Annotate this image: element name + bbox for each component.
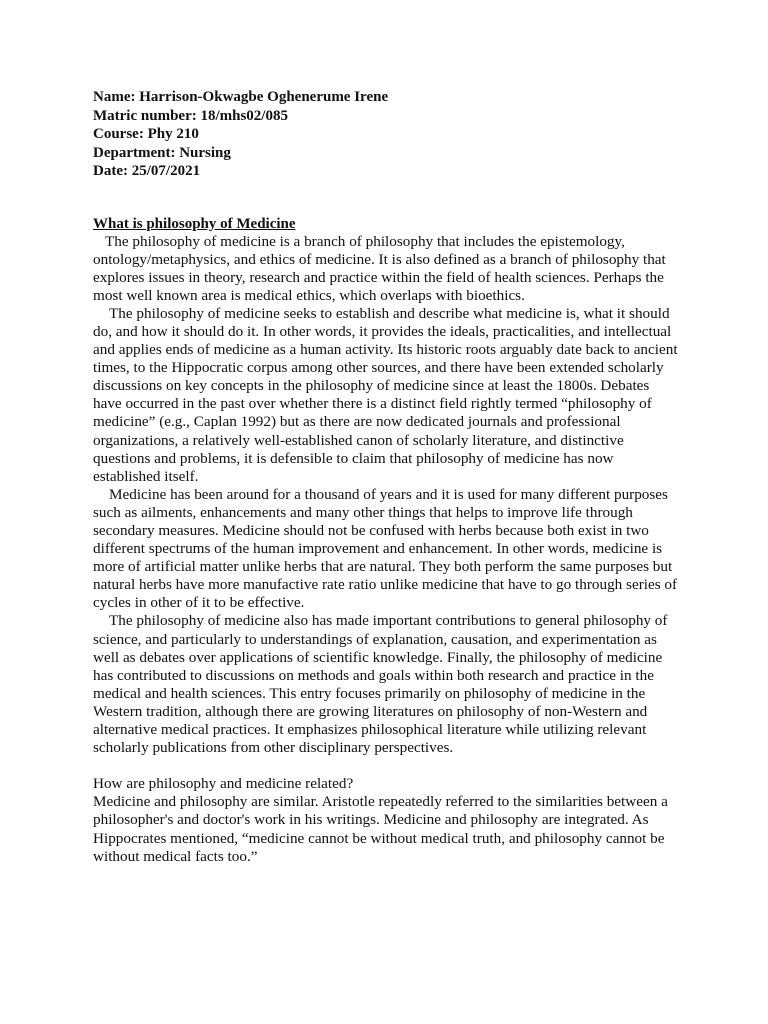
date: Date: 25/07/2021 <box>93 163 201 179</box>
paragraph-4: The philosophy of medicine also has made important contributions to general philosophy of science, and particularly to understandings of explanation, causation, and experimentation as well as debates over applications of scientific knowledge. Finally, the philosophy of medicine has contributed to discussions on methods and goals within both research and practice in the medical and health sciences. This entry focuses primarily on philosophy of medicine in the Western tradition, although there are growing literatures on philosophy of non-Western and alternative medical practices. It emphasizes philosophical literature while utilizing relevant scholarly publications from other disciplinary perspectives. <box>93 612 668 757</box>
paragraph-1: The philosophy of medicine is a branch of philosophy that includes the epistemology, ontology/metaphysics, and ethics of medicine. It is also defined as a branch of philosophy that explores issues in theory, research and practice within the field of health sciences. Perhaps the most well known area is medical ethics, which overlaps with bioethics. <box>93 232 666 304</box>
question-answer: Medicine and philosophy are similar. Aristotle repeatedly referred to the similarities between a philosopher's and doctor's work in his writings. Medicine and philosophy are integrated. As Hippocrates mentioned, “medicine cannot be without medical truth, and philosophy cannot be without medical facts too.” <box>93 793 668 865</box>
student-info-header <box>93 88 678 181</box>
section-title: What is philosophy of Medicine <box>93 215 296 232</box>
course: Course: Phy 210 <box>93 126 199 142</box>
student-name: Name: Harrison-Okwagbe Oghenerume Irene <box>93 89 389 105</box>
question-heading: How are philosophy and medicine related? <box>93 775 354 793</box>
paragraph-3: Medicine has been around for a thousand of years and it is used for many different purposes such as ailments, enhancements and many other things that helps to improve life through secondary measures. Medicine should not be confused with herbs because both exist in two different spectrums of the human improvement and enhancement. In other words, medicine is more of artificial matter unlike herbs that are natural. They both perform the same purposes but natural herbs have more manufactive rate ratio unlike medicine that have to go through series of cycles in other of it to be effective. <box>93 485 678 612</box>
question-section <box>93 775 678 865</box>
main-section <box>93 215 678 758</box>
paragraph-2: The philosophy of medicine seeks to establish and describe what medicine is, what it should do, and how it should do it. In other words, it provides the ideals, practicalities, and intellectual and applies ends of medicine as a human activity. Its historic roots arguably date back to ancient times, to the Hippocratic corpus among other sources, and there have been extended scholarly discussions on key concepts in the philosophy of medicine since at least the 1800s. Debates have occurred in the past over whether there is a distinct field rightly termed “philosophy of medicine” (e.g., Caplan 1992) but as there are now dedicated journals and professional organizations, a relatively well-established canon of scholarly literature, and distinctive questions and problems, it is defensible to claim that philosophy of medicine has now established itself. <box>93 304 678 485</box>
spacer <box>93 757 678 775</box>
matric-number: Matric number: 18/mhs02/085 <box>93 107 288 124</box>
department: Department: Nursing <box>93 144 231 161</box>
